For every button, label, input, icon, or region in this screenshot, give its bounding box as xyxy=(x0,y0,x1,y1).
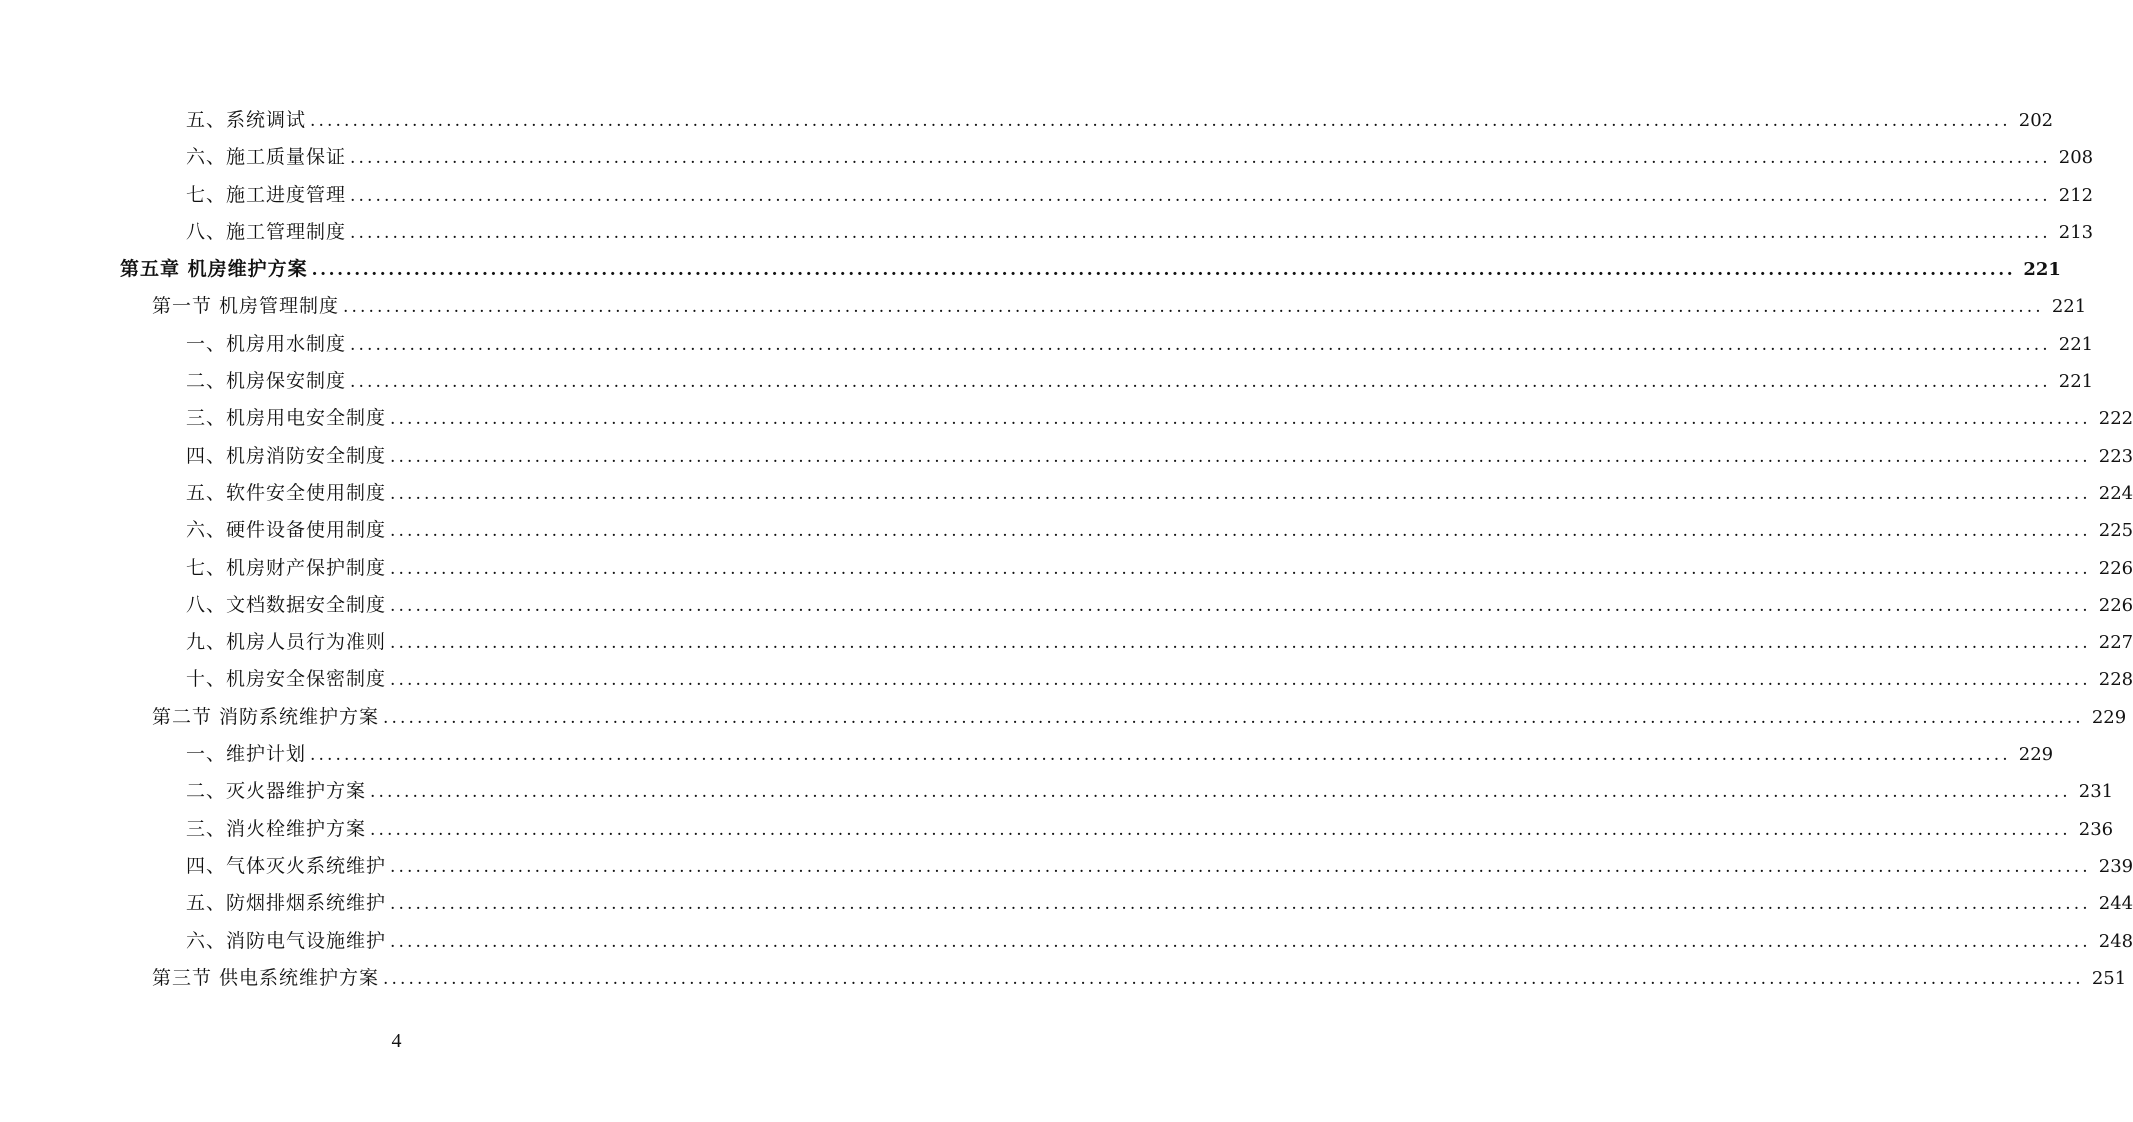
toc-entry[interactable] xyxy=(0,326,2094,363)
toc-entry-page: 236 xyxy=(2078,818,2114,840)
toc-entry-page: 223 xyxy=(2098,445,2133,467)
toc-entry-title: 第一节 机房管理制度 xyxy=(152,295,340,318)
toc-entry-title: 七、施工进度管理 xyxy=(186,183,347,206)
toc-entry-page: 226 xyxy=(2098,594,2133,616)
toc-entry-page: 224 xyxy=(2098,482,2133,504)
toc-entry[interactable] xyxy=(0,438,2133,475)
toc-entry[interactable] xyxy=(0,214,2094,251)
toc-entry[interactable] xyxy=(0,624,2133,661)
toc-entry-title: 第三节 供电系统维护方案 xyxy=(152,966,380,989)
toc-entry[interactable] xyxy=(0,811,2114,848)
toc-entry-page: 248 xyxy=(2098,930,2133,952)
toc-entry-line xyxy=(186,518,2133,543)
toc-entry-page: 221 xyxy=(2023,259,2061,281)
toc-entry-title: 八、施工管理制度 xyxy=(186,220,347,243)
toc-entry-title: 一、机房用水制度 xyxy=(186,332,347,355)
toc-entry-page: 213 xyxy=(2058,221,2094,243)
toc-entry-line xyxy=(186,183,2094,208)
toc-entry-page: 212 xyxy=(2058,184,2094,206)
toc-entry[interactable] xyxy=(0,475,2133,512)
toc-entry-title: 三、机房用电安全制度 xyxy=(186,407,387,430)
toc-entry-line xyxy=(186,556,2133,581)
toc-entry-title: 一、维护计划 xyxy=(186,743,307,766)
toc-entry-title: 第五章 机房维护方案 xyxy=(120,258,308,281)
toc-dot-leader: ........................................................................................................................................................................................................ xyxy=(310,745,2011,766)
toc-entry-title: 二、灭火器维护方案 xyxy=(186,780,367,803)
toc-dot-leader: ........................................................................................................................................................................................................ xyxy=(350,334,2051,355)
toc-dot-leader: ........................................................................................................................................................................................................ xyxy=(390,894,2091,915)
toc-entry-line xyxy=(186,332,2094,357)
toc-entry-title: 四、机房消防安全制度 xyxy=(186,444,387,467)
toc-entry-line xyxy=(186,854,2133,879)
toc-entry[interactable] xyxy=(0,736,2054,773)
toc-entry[interactable] xyxy=(0,139,2094,176)
toc-dot-leader: ........................................................................................................................................................................................................ xyxy=(343,297,2044,318)
toc-entry-line xyxy=(152,705,2127,730)
toc-entry-line xyxy=(186,406,2133,431)
toc-entry[interactable] xyxy=(0,400,2133,437)
toc-entry-page: 228 xyxy=(2098,669,2133,691)
toc-entry-line xyxy=(186,593,2133,618)
toc-entry-title: 四、气体灭火系统维护 xyxy=(186,854,387,877)
page-number: 4 xyxy=(391,1030,402,1052)
toc-entry-page: 231 xyxy=(2078,781,2114,803)
toc-entry-title: 五、防烟排烟系统维护 xyxy=(186,892,387,915)
toc-entry[interactable] xyxy=(0,960,2127,997)
toc-entry-page: 239 xyxy=(2098,855,2133,877)
toc-entry-title: 六、施工质量保证 xyxy=(186,146,347,169)
toc-entry-page: 221 xyxy=(2051,296,2087,318)
toc-entry-page: 227 xyxy=(2098,632,2133,654)
toc-dot-leader: ........................................................................................................................................................................................................ xyxy=(350,372,2051,393)
toc-entry-line xyxy=(186,667,2133,692)
toc-entry[interactable] xyxy=(0,699,2127,736)
toc-entry-line xyxy=(120,257,2061,282)
toc-entry-title: 十、机房安全保密制度 xyxy=(186,668,387,691)
toc-entry-line xyxy=(152,294,2087,319)
toc-entry[interactable] xyxy=(0,923,2133,960)
toc-entry-title: 六、消防电气设施维护 xyxy=(186,929,387,952)
toc-dot-leader: ........................................................................................................................................................................................................ xyxy=(390,856,2091,877)
toc-dot-leader: ........................................................................................................................................................................................................ xyxy=(390,595,2091,616)
toc-entry-title: 七、机房财产保护制度 xyxy=(186,556,387,579)
toc-entry-page: 221 xyxy=(2058,371,2094,393)
toc-dot-leader: ........................................................................................................................................................................................................ xyxy=(350,222,2051,243)
toc-entry[interactable] xyxy=(0,177,2094,214)
toc-dot-leader: ........................................................................................................................................................................................................ xyxy=(383,707,2084,728)
toc-entry-title: 五、软件安全使用制度 xyxy=(186,481,387,504)
toc-entry-page: 221 xyxy=(2058,333,2094,355)
toc-entry-page: 244 xyxy=(2098,893,2133,915)
toc-dot-leader: ........................................................................................................................................................................................................ xyxy=(350,148,2051,169)
toc-entry[interactable] xyxy=(0,512,2133,549)
toc-entry[interactable] xyxy=(0,885,2133,922)
toc-entry-line xyxy=(152,966,2127,991)
toc-entry[interactable] xyxy=(0,587,2133,624)
toc-entry-page: 225 xyxy=(2098,520,2133,542)
toc-entry[interactable] xyxy=(0,363,2094,400)
toc-entry-title: 第二节 消防系统维护方案 xyxy=(152,705,380,728)
toc-entry-line xyxy=(186,108,2054,133)
toc-entry-page: 251 xyxy=(2091,967,2127,989)
toc-entry-page: 202 xyxy=(2018,110,2054,131)
toc-entry-line xyxy=(186,369,2094,394)
toc-entry-title: 三、消火栓维护方案 xyxy=(186,817,367,840)
toc-dot-leader: ........................................................................................................................................................................................................ xyxy=(350,185,2051,206)
toc-entry-title: 九、机房人员行为准则 xyxy=(186,631,387,654)
toc-entry[interactable] xyxy=(0,251,2061,288)
toc-dot-leader: ........................................................................................................................................................................................................ xyxy=(370,782,2071,803)
toc-entry-line xyxy=(186,779,2114,804)
toc-dot-leader: ........................................................................................................................................................................................................ xyxy=(390,483,2091,504)
toc-entry-line xyxy=(186,817,2114,842)
toc-dot-leader: ........................................................................................................................................................................................................ xyxy=(390,558,2091,579)
toc-entry-line xyxy=(186,891,2133,916)
toc-entry-line xyxy=(186,742,2054,767)
toc-dot-leader: ........................................................................................................................................................................................................ xyxy=(390,670,2091,691)
toc-entry[interactable] xyxy=(0,102,2054,139)
toc-entry-page: 229 xyxy=(2091,706,2127,728)
toc-entry-line xyxy=(186,145,2094,170)
toc-dot-leader: ........................................................................................................................................................................................................ xyxy=(311,260,2016,281)
toc-entry[interactable] xyxy=(0,661,2133,698)
toc-dot-leader: ........................................................................................................................................................................................................ xyxy=(390,521,2091,542)
toc-entry-title: 八、文档数据安全制度 xyxy=(186,593,387,616)
toc-entry-line xyxy=(186,444,2133,469)
table-of-contents xyxy=(0,102,2133,997)
toc-entry-page: 229 xyxy=(2018,744,2054,766)
toc-dot-leader: ........................................................................................................................................................................................................ xyxy=(390,446,2091,467)
toc-entry-line xyxy=(186,220,2094,245)
toc-entry[interactable] xyxy=(0,288,2087,325)
toc-dot-leader: ........................................................................................................................................................................................................ xyxy=(370,819,2071,840)
toc-dot-leader: ........................................................................................................................................................................................................ xyxy=(310,111,2011,131)
toc-entry-page: 208 xyxy=(2058,147,2094,169)
toc-entry-line xyxy=(186,481,2133,506)
toc-entry-page: 226 xyxy=(2098,557,2133,579)
toc-entry-line xyxy=(186,929,2133,954)
toc-entry[interactable] xyxy=(0,848,2133,885)
toc-dot-leader: ........................................................................................................................................................................................................ xyxy=(390,931,2091,952)
toc-dot-leader: ........................................................................................................................................................................................................ xyxy=(390,409,2091,430)
toc-dot-leader: ........................................................................................................................................................................................................ xyxy=(390,633,2091,654)
toc-entry-title: 六、硬件设备使用制度 xyxy=(186,519,387,542)
toc-entry-title: 二、机房保安制度 xyxy=(186,370,347,393)
toc-entry-page: 222 xyxy=(2098,408,2133,430)
toc-entry-title: 五、系统调试 xyxy=(186,109,307,131)
toc-entry[interactable] xyxy=(0,550,2133,587)
toc-entry-line xyxy=(186,630,2133,655)
toc-entry[interactable] xyxy=(0,773,2114,810)
toc-dot-leader: ........................................................................................................................................................................................................ xyxy=(383,968,2084,989)
